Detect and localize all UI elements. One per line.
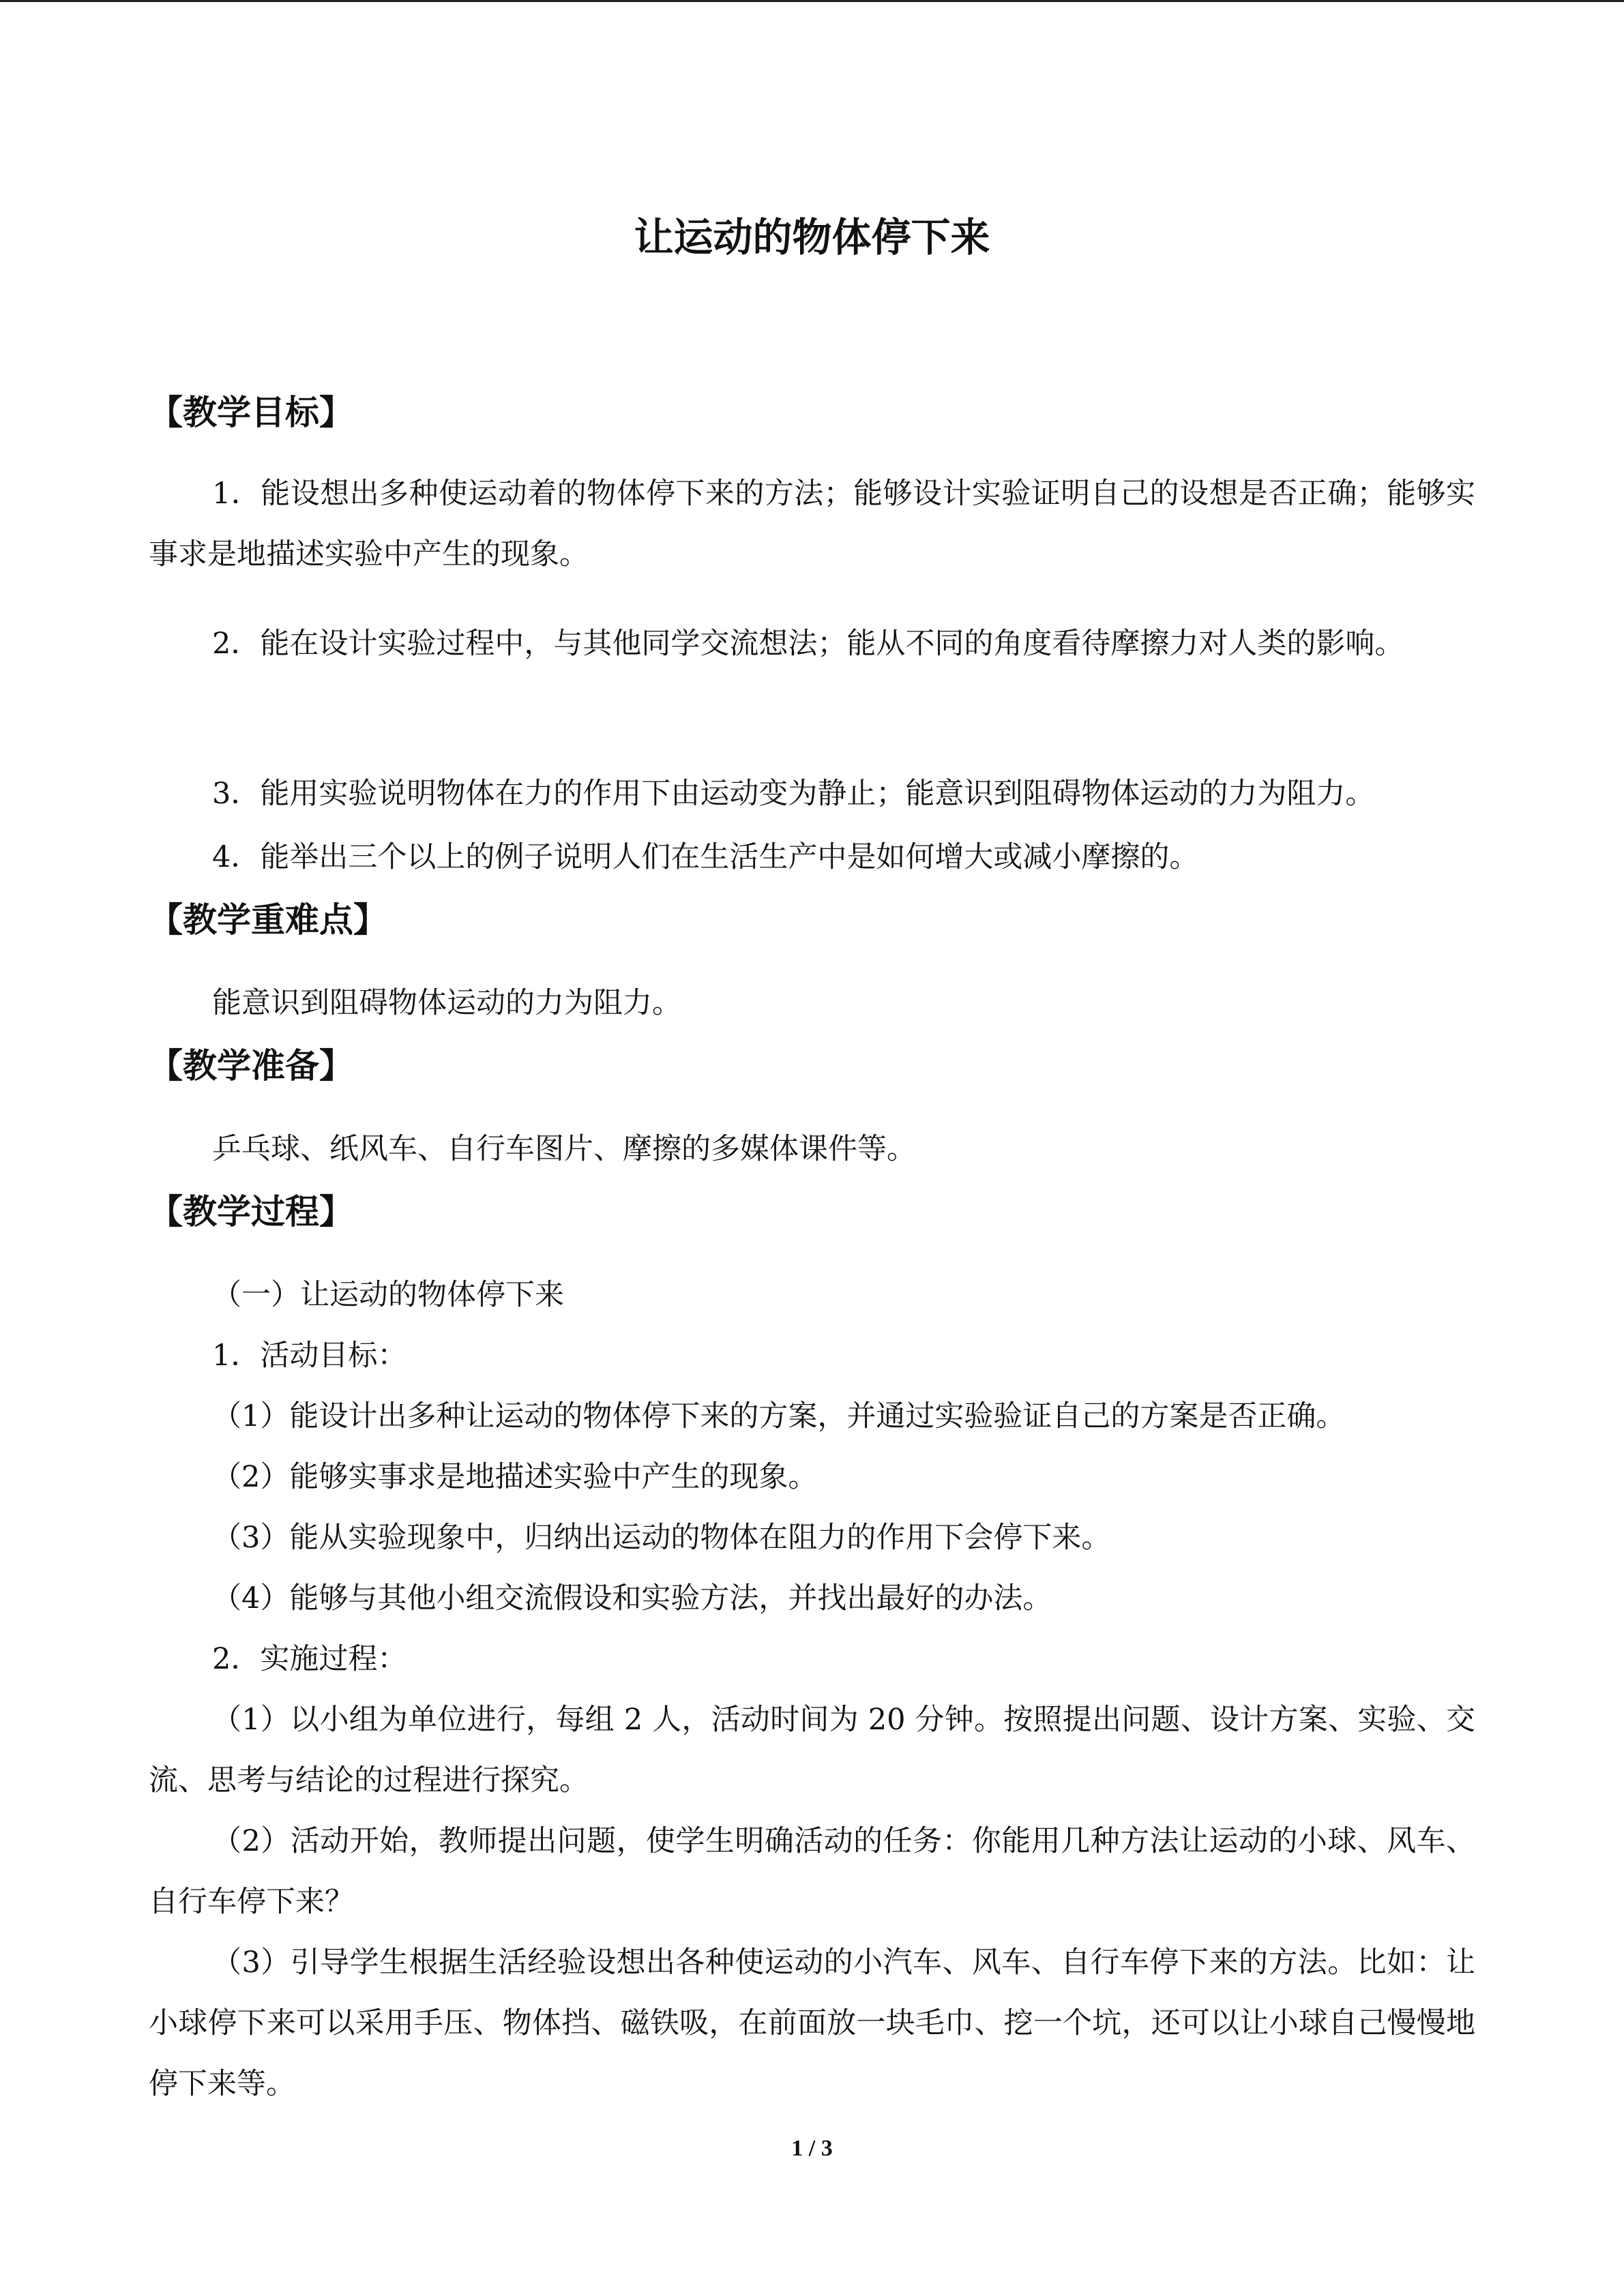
- section-heading-objectives: 【教学目标】: [149, 393, 353, 432]
- objective-item-1: 1．能设想出多种使运动着的物体停下来的方法；能够设计实验证明自己的设想是否正确；能够实事求是地描述实验中产生的现象。: [149, 477, 1475, 571]
- step-item-3: （3）引导学生根据生活经验设想出各种使运动的小汽车、风车、自行车停下来的方法。比如：让小球停下来可以采用手压、物体挡、磁铁吸，在前面放一块毛巾、挖一个坑，还可以让小球自己慢慢地停下来等。: [149, 1945, 1475, 2101]
- implementation-label: 2．实施过程：: [212, 1642, 407, 1676]
- step-item-2: （2）活动开始，教师提出问题，使学生明确活动的任务：你能用几种方法让运动的小球、风车、自行车停下来？: [149, 1824, 1475, 1919]
- goal-item-3: （3）能从实验现象中，归纳出运动的物体在阻力的作用下会停下来。: [212, 1521, 1111, 1555]
- objective-item-4: 4．能举出三个以上的例子说明人们在生活生产中是如何增大或减小摩擦的。: [212, 840, 1199, 874]
- goal-item-2: （2）能够实事求是地描述实验中产生的现象。: [212, 1460, 818, 1494]
- step-item-1: （1）以小组为单位进行，每组 2 人，活动时间为 20 分钟。按照提出问题、设计方案、实验、交流、思考与结论的过程进行探究。: [149, 1703, 1475, 1798]
- section-heading-key-points: 【教学重难点】: [149, 900, 387, 940]
- preparation-text: 乒乓球、纸风车、自行车图片、摩擦的多媒体课件等。: [212, 1132, 916, 1166]
- section-heading-preparation: 【教学准备】: [149, 1046, 353, 1086]
- key-points-text: 能意识到阻碍物体运动的力为阻力。: [212, 986, 681, 1020]
- objective-item-2: 2．能在设计实验过程中，与其他同学交流想法；能从不同的角度看待摩擦力对人类的影响。: [212, 627, 1404, 661]
- document-page: [149, 0, 1475, 2296]
- section-heading-process: 【教学过程】: [149, 1192, 353, 1232]
- process-part-title: （一）让运动的物体停下来: [212, 1278, 564, 1312]
- page-number: 1 / 3: [791, 2136, 833, 2161]
- goal-item-4: （4）能够与其他小组交流假设和实验方法，并找出最好的办法。: [212, 1581, 1052, 1615]
- activity-goal-label: 1．活动目标：: [212, 1339, 407, 1373]
- objective-item-3: 3．能用实验说明物体在力的作用下由运动变为静止；能意识到阻碍物体运动的力为阻力。: [212, 777, 1375, 811]
- document-title: 让运动的物体停下来: [634, 214, 990, 260]
- goal-item-1: （1）能设计出多种让运动的物体停下来的方案，并通过实验验证自己的方案是否正确。: [212, 1399, 1346, 1433]
